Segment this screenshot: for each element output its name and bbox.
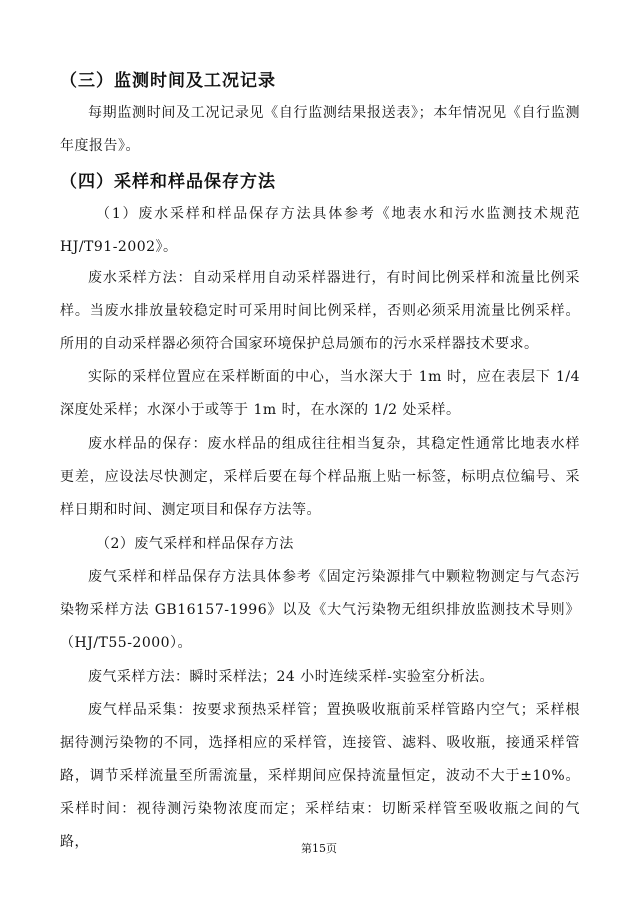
paragraph-gas-reference: 废气采样和样品保存方法具体参考《固定污染源排气中颗粒物测定与气态污染物采样方法 GB16157-1996》以及《大气污染物无组织排放监测技术导则》（HJ/T55-2000）。 xyxy=(60,569,580,651)
page-number: 第15页 xyxy=(301,842,337,855)
paragraph-wastewater-method: 废水采样方法：自动采样用自动采样器进行，有时间比例采样和流量比例采样。当废水排放量较稳定时可采用时间比例采样，否则必须采用流量比例采样。所用的自动采样器必须符合国家环境保护总局颁布的污水采样器技术要求。 xyxy=(60,270,580,352)
paragraph-wastewater-storage: 废水样品的保存：废水样品的组成往往相当复杂，其稳定性通常比地表水样更差，应设法尽快测定，采样后要在每个样品瓶上贴一标签，标明点位编号、采样日期和时间、测定项目和保存方法等。 xyxy=(60,436,580,518)
paragraph-gas-subheading: （2）废气采样和样品保存方法 xyxy=(96,536,294,552)
paragraph-gas-method: 废气采样方法：瞬时采样法；24 小时连续采样-实验室分析法。 xyxy=(88,669,494,685)
section-heading-sampling: （四）采样和样品保存方法 xyxy=(60,172,276,192)
paragraph-wastewater-reference: （1）废水采样和样品保存方法具体参考《地表水和污水监测技术规范HJ/T91-2002》。 xyxy=(60,206,580,255)
paragraph-sampling-position: 实际的采样位置应在采样断面的中心，当水深大于 1m 时，应在表层下 1/4深度处采样；水深小于或等于 1m 时，在水深的 1/2 处采样。 xyxy=(60,369,580,418)
paragraph-gas-collection: 废气样品采集：按要求预热采样管；置换吸收瓶前采样管路内空气；采样根据待测污染物的不同，选择相应的采样管，连接管、滤料、吸收瓶，接通采样管路，调节采样流量至所需流量，采样期间应保持流量恒定，波动不大于±10%。采样时间：视待测污染物浓度而定；采样结束：切断采样管至吸收瓶之间的气路， xyxy=(60,702,580,850)
section-heading-monitoring-time: （三）监测时间及工况记录 xyxy=(60,71,276,91)
paragraph-monitoring-time: 每期监测时间及工况记录见《自行监测结果报送表》；本年情况见《自行监测年度报告》。 xyxy=(60,105,580,154)
